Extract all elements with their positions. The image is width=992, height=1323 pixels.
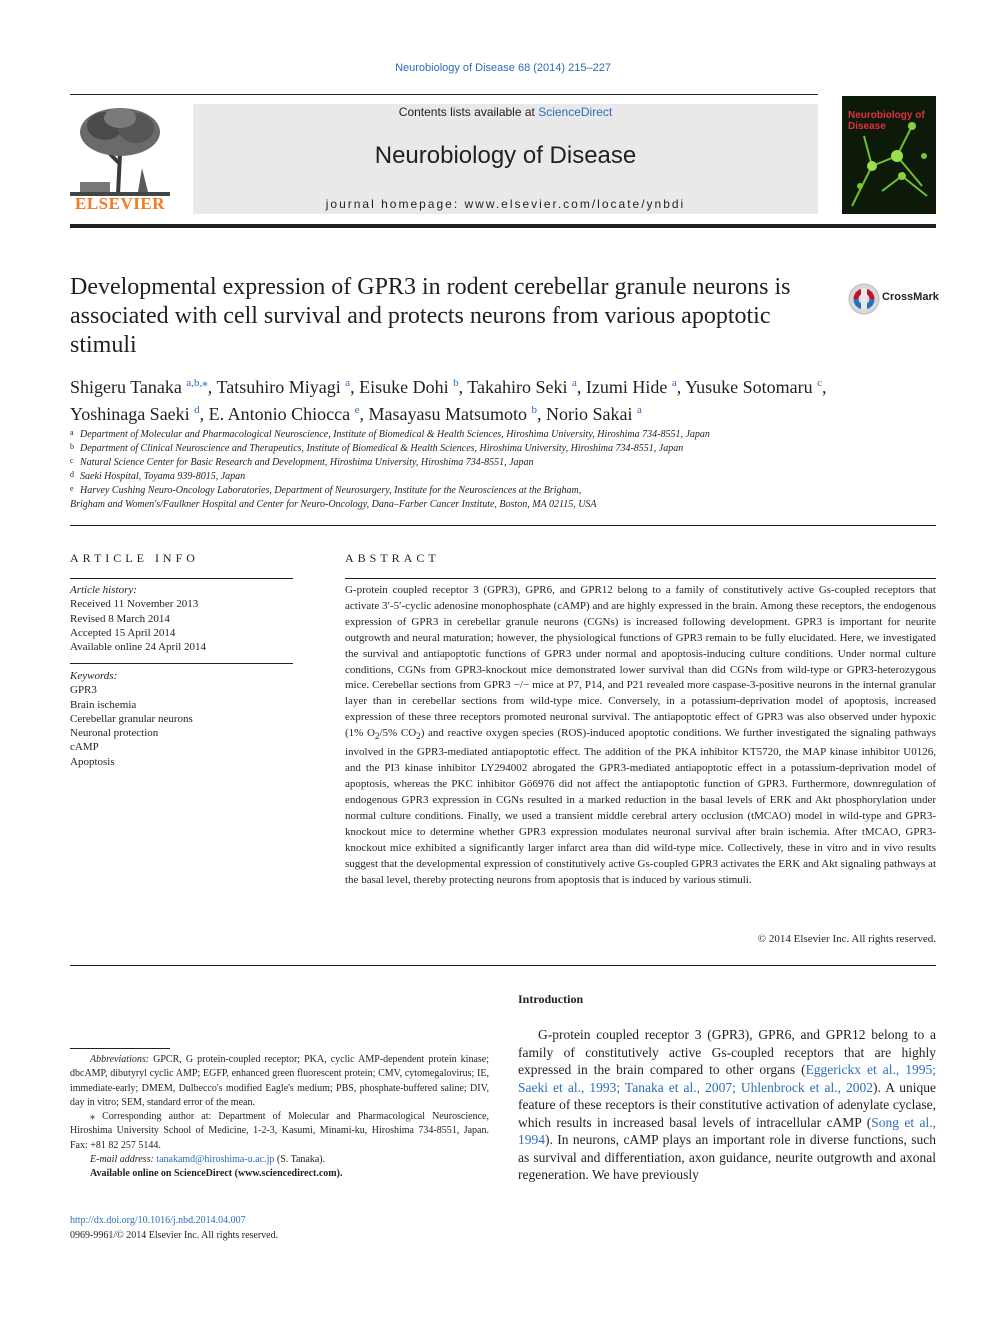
- author[interactable]: Eisuke Dohi $^b$,: [359, 377, 468, 397]
- journal-citation[interactable]: Neurobiology of Disease 68 (2014) 215–227: [395, 62, 611, 74]
- journal-cover-image: [842, 96, 936, 214]
- abbreviations-footnote: Abbreviations: GPCR, G protein-coupled receptor; PKA, cyclic AMP-dependent protein kinase; dbcAMP, dibutyryl cyclic AMP; EGFP, enhanced green fluorescent protein; CMV, cytomegalovirus; IE, immediate-early; DMEM, Dulbecco's modified Eagle's medium; PBS, phosphate-buffered saline; DIV, day in vitro; SEM, standard error of the mean.: [70, 1054, 489, 1108]
- history-item: Received 11 November 2013: [70, 598, 199, 611]
- doi-link[interactable]: http://dx.doi.org/10.1016/j.nbd.2014.04.007: [70, 1215, 246, 1226]
- affiliation: Brigham and Women's/Faulkner Hospital and Center for Neuro-Oncology, Dana–Farber Cancer Institute, Boston, MA 02115, USA: [70, 499, 597, 510]
- cover-journal-title: Neurobiology of Disease: [848, 110, 925, 132]
- header-divider: [70, 94, 818, 95]
- footnotes: [70, 1053, 489, 1182]
- keyword: Cerebellar granular neurons: [70, 712, 193, 725]
- history-item: Revised 8 March 2014: [70, 612, 170, 625]
- corresponding-author-footnote: ⁎ Corresponding author at: Department of Molecular and Pharmacological Neuroscience, Hiroshima University School of Medicine, 1-2-3, Kasumi, Minami-ku, Hiroshima 734-8551, Japan. Fax: +81 82 257 5144.: [70, 1111, 489, 1151]
- elsevier-wordmark: ELSEVIER: [75, 194, 165, 213]
- contents-prefix: Contents lists available at: [398, 105, 539, 119]
- section-divider: [70, 965, 936, 966]
- keywords: [70, 669, 293, 769]
- author[interactable]: E. Antonio Chiocca $^e$,: [208, 404, 369, 424]
- article-info-rule: [70, 663, 293, 664]
- footnote-rule: [70, 1048, 170, 1049]
- journal-title: Neurobiology of Disease: [374, 142, 637, 169]
- author[interactable]: Tatsuhiro Miyagi $^a$,: [216, 377, 360, 397]
- reference-link[interactable]: Eggerickx et al., 1995; Saeki et al., 1993; Tanaka et al., 2007; Uhlenbrock et al., 2002: [518, 1062, 936, 1095]
- history-label: Article history:: [70, 584, 137, 596]
- affiliation: b Department of Clinical Neuroscience and Therapeutics, Institute of Biomedical & Health Sciences, Hiroshima University, Hiroshima 734-8551, Japan: [70, 442, 684, 454]
- email-footnote: E-mail address: tanakamd@hiroshima-u.ac.jp (S. Tanaka).: [90, 1154, 326, 1166]
- author[interactable]: Yoshinaga Saeki $^d$,: [70, 404, 209, 424]
- contents-available-line: [193, 105, 818, 119]
- keyword: Neuronal protection: [70, 727, 159, 740]
- author[interactable]: Izumi Hide $^a$,: [585, 377, 686, 397]
- section-divider: [70, 525, 936, 526]
- introduction-body: G-protein coupled receptor 3 (GPR3), GPR6, and GPR12 belong to a family of constitutively active Gs-coupled receptors that are highly expressed in the brain compared to other organs (Eggerickx et al., 1995; Saeki et al., 1993; Tanaka et al., 2007; Uhlenbrock et al., 2002). A unique feature of these receptors is their constitutive activation of adenylate cyclase, which results in increased basal levels of intracellular cAMP (Song et al., 1994). In neurons, cAMP plays an important role in diverse functions, such as survival and differentiation, axon guidance, neurite outgrowth and axonal regeneration. We have previously: [518, 1027, 937, 1182]
- affiliation: d Saeki Hospital, Toyama 939-8015, Japan: [70, 470, 246, 482]
- online-availability-note: Available online on ScienceDirect (www.sciencedirect.com).: [90, 1168, 343, 1180]
- author-list: [70, 372, 936, 426]
- affiliation: e Harvey Cushing Neuro-Oncology Laboratories, Department of Neurosurgery, Institute for the Neurosciences at the Brigham,: [70, 484, 582, 496]
- keywords-label: Keywords:: [70, 670, 118, 682]
- abstract-body: G-protein coupled receptor 3 (GPR3), GPR6, and GPR12 belong to a family of constitutively active Gs-coupled receptors that activate 3′-5′-cyclic adenosine monophosphate (cAMP) and are highly expressed in the brain. Among these receptors, the endogenous expression of GPR3 in cerebellar granule neurons (CGNs) is increased following development. GPR3 is important for neurite outgrowth and neural maturation; however, the physiological functions of GPR3 remain to be fully elucidated. Here, we investigated the survival and antiapoptotic functions of GPR3 under normal and apoptosis-inducing culture conditions. Under normal culture conditions, CGNs from GPR3-knockout mice demonstrated lower survival than did CGNs from wild-type or GPR3-heterozygous mice. Cerebellar sections from GPR3 −/− mice at P7, P14, and P21 revealed more caspase-3-positive neurons in the internal granular layer than in cerebellar sections from wild-type mice. Conversely, in a potassium-deprivation model of apoptosis, increased expression of these three receptors promoted neuronal survival. The antiapoptotic effect of GPR3 was also observed under hypoxic (1% $O_2/5\%$ $CO_2$) and reactive oxygen species (ROS)-induced apoptotic conditions. We further investigated the signaling pathways involved in the GPR3-mediated antiapoptotic effect. The addition of the PKA inhibitor KT5720, the MAP kinase inhibitor U0126, and the PI3 kinase inhibitor LY294002 abrogated the GPR3-mediated antiapoptotic effect in a potassium-deprivation model of apoptosis, whereas the PKC inhibitor Gö6976 did not affect the antiapoptotic function of GPR3. Furthermore, downregulation of endogenous GPR3 expression in CGNs resulted in a marked reduction in the basal levels of ERK and Akt phosphorylation under normal culture conditions. Finally, we used a transient middle cerebral artery occlusion (tMCAO) model in wild-type and GPR3-knockout mice to determine whether GPR3 expression modulates neuronal survival after brain ischemia. After tMCAO, GPR3-knockout mice exhibited a significantly larger infarct area than did wild-type mice. Collectively, these in vitro and in vivo results suggest that the developmental expression of constitutively active Gs-coupled GPR3 activates the ERK and Akt signaling pathways at the basal level, thereby protecting neurons from apoptosis that is induced by various stimuli.: [345, 584, 936, 886]
- keyword: GPR3: [70, 684, 97, 697]
- author[interactable]: Norio Sakai $^a$: [546, 404, 642, 424]
- header-thick-divider: [70, 224, 936, 228]
- affiliation: a Department of Molecular and Pharmacological Neuroscience, Institute of Biomedical & Health Sciences, Hiroshima University, Hiroshima 734-8551, Japan: [70, 428, 710, 440]
- elsevier-logo: [70, 104, 170, 216]
- keyword: Apoptosis: [70, 755, 115, 768]
- email-link[interactable]: tanakamd@hiroshima-u.ac.jp: [156, 1154, 275, 1166]
- author[interactable]: Yusuke Sotomaru $^c$,: [685, 377, 827, 397]
- keyword: Brain ischemia: [70, 698, 137, 711]
- journal-homepage-link[interactable]: journal homepage: www.elsevier.com/locate/ynbdi: [325, 197, 686, 211]
- sciencedirect-link[interactable]: ScienceDirect: [538, 105, 613, 119]
- history-item: Available online 24 April 2014: [70, 641, 207, 654]
- author[interactable]: Masayasu Matsumoto $^b$,: [368, 404, 547, 424]
- affiliation: c Natural Science Center for Basic Research and Development, Hiroshima University, Hiroshima 734-8551, Japan: [70, 456, 534, 468]
- history-item: Accepted 15 April 2014: [70, 626, 176, 639]
- crossmark-icon: [848, 282, 880, 316]
- elsevier-tree-icon: [70, 104, 170, 196]
- abstract-copyright: © 2014 Elsevier Inc. All rights reserved.: [757, 933, 936, 945]
- article-title: Developmental expression of GPR3 in rodent cerebellar granule neurons is associated with cell survival and protects neurons from various apoptotic stimuli: [70, 274, 791, 358]
- article-history: [70, 583, 293, 654]
- author[interactable]: Takahiro Seki $^a$,: [467, 377, 586, 397]
- keyword: cAMP: [70, 741, 99, 754]
- affiliations: [70, 428, 936, 512]
- article-info-heading: ARTICLE INFO: [70, 551, 199, 565]
- article-info-rule: [70, 578, 293, 579]
- crossmark-badge[interactable]: [848, 282, 943, 316]
- introduction-heading: Introduction: [518, 992, 584, 1006]
- author[interactable]: Shigeru Tanaka $^{a,b,⁎}$,: [70, 377, 217, 397]
- abstract-rule: [345, 578, 936, 579]
- issn-copyright: 0969-9961/© 2014 Elsevier Inc. All rights reserved.: [70, 1230, 279, 1241]
- crossmark-label: CrossMark: [882, 291, 939, 303]
- reference-link[interactable]: Song et al., 1994: [518, 1114, 937, 1147]
- abstract-heading: ABSTRACT: [345, 551, 440, 565]
